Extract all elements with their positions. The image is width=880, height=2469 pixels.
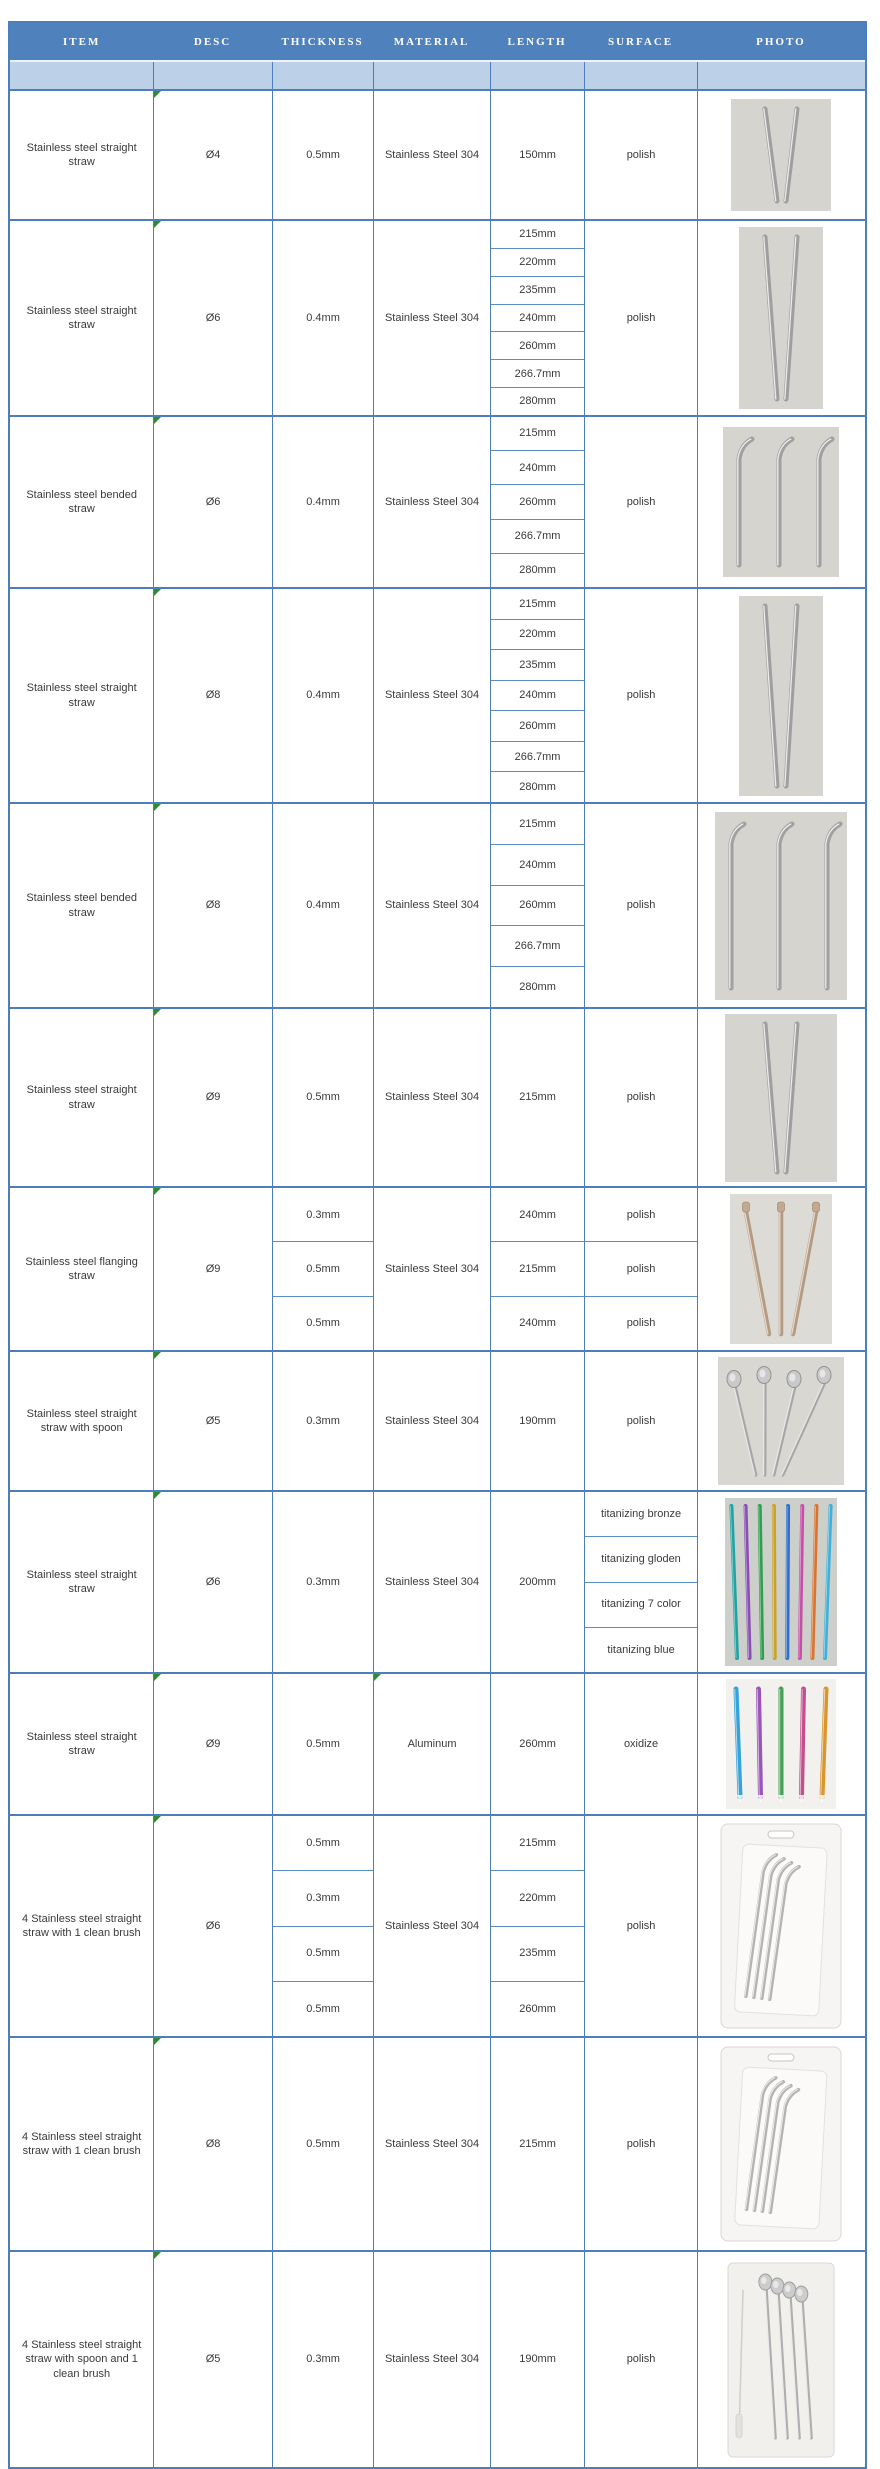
material-cell <box>373 417 489 587</box>
thickness-cell <box>272 804 374 1007</box>
length-value-sub: 240mm <box>491 844 585 885</box>
length-cell <box>490 1492 585 1672</box>
thickness-value: 0.3mm <box>273 1492 374 1672</box>
item-label: Stainless steel straight straw <box>10 589 153 802</box>
excel-error-marker-icon <box>154 1009 161 1016</box>
length-value-sub: 240mm <box>491 450 585 484</box>
desc-label: Ø4 <box>154 91 271 219</box>
length-value-sub: 215mm <box>491 221 585 248</box>
length-value-sub: 260mm <box>491 710 585 741</box>
length-value-sub: 266.7mm <box>491 925 585 966</box>
excel-error-marker-icon <box>154 804 161 811</box>
thickness-value-sub: 0.5mm <box>273 1981 374 2036</box>
thickness-value: 0.5mm <box>273 1009 374 1186</box>
length-value-sub: 220mm <box>491 248 585 276</box>
length-value-sub: 240mm <box>491 680 585 711</box>
item-label: Stainless steel straight straw <box>10 1492 153 1672</box>
thickness-cell <box>272 1009 374 1186</box>
length-value: 190mm <box>491 1352 585 1490</box>
material-cell <box>373 91 489 219</box>
surface-cell <box>584 1352 696 1490</box>
desc-cell <box>153 91 271 219</box>
header-cell-desc: DESC <box>153 23 271 60</box>
thickness-value-sub: 0.3mm <box>273 1870 374 1925</box>
surface-cell <box>584 2252 696 2467</box>
thickness-value: 0.4mm <box>273 804 374 1007</box>
product-photo <box>698 1674 865 1814</box>
desc-label: Ø6 <box>154 221 271 415</box>
length-value: 200mm <box>491 1492 585 1672</box>
length-value-sub: 280mm <box>491 387 585 415</box>
thickness-cell <box>272 589 374 802</box>
surface-value: polish <box>585 221 696 415</box>
length-cell <box>490 91 585 219</box>
photo-cell <box>697 1492 865 1672</box>
material-cell <box>373 221 489 415</box>
material-label: Stainless Steel 304 <box>374 1816 489 2036</box>
desc-cell <box>153 1009 271 1186</box>
surface-value-sub: polish <box>585 1241 696 1295</box>
length-cell <box>490 2252 585 2467</box>
photo-cell <box>697 1009 865 1186</box>
length-value-sub: 266.7mm <box>491 359 585 387</box>
thickness-cell <box>272 1352 374 1490</box>
product-photo <box>698 1492 865 1672</box>
material-cell <box>373 1009 489 1186</box>
length-cell <box>490 804 585 1007</box>
item-label: Stainless steel straight straw <box>10 1009 153 1186</box>
surface-value: polish <box>585 2038 696 2250</box>
filter-cell <box>153 62 271 89</box>
table-row <box>10 1814 865 2036</box>
product-photo <box>698 1816 865 2036</box>
table-row <box>10 1186 865 1350</box>
material-cell <box>373 1492 489 1672</box>
surface-cell <box>584 589 696 802</box>
thickness-value: 0.3mm <box>273 1352 374 1490</box>
thickness-value-sub: 0.5mm <box>273 1926 374 1981</box>
product-photo <box>698 1352 865 1490</box>
surface-cell <box>584 1188 696 1350</box>
header-row <box>10 23 865 62</box>
photo-cell <box>697 589 865 802</box>
surface-value: polish <box>585 804 696 1007</box>
thickness-cell <box>272 2252 374 2467</box>
item-cell <box>10 2038 153 2250</box>
item-cell <box>10 804 153 1007</box>
product-photo <box>698 2038 865 2250</box>
item-cell <box>10 589 153 802</box>
desc-cell <box>153 1816 271 2036</box>
length-value-sub: 260mm <box>491 885 585 926</box>
thickness-cell <box>272 1492 374 1672</box>
length-cell <box>490 1009 585 1186</box>
material-label: Stainless Steel 304 <box>374 2252 489 2467</box>
desc-label: Ø8 <box>154 804 271 1007</box>
desc-cell <box>153 1188 271 1350</box>
thickness-cell <box>272 1674 374 1814</box>
surface-value: polish <box>585 589 696 802</box>
length-cell <box>490 417 585 587</box>
surface-value: polish <box>585 91 696 219</box>
table-row <box>10 2250 865 2467</box>
surface-value-sub: polish <box>585 1296 696 1350</box>
surface-cell <box>584 2038 696 2250</box>
item-label: Stainless steel bended straw <box>10 417 153 587</box>
item-cell <box>10 1009 153 1186</box>
photo-cell <box>697 91 865 219</box>
header-cell-thickness: THICKNESS <box>272 23 374 60</box>
item-cell <box>10 221 153 415</box>
length-cell <box>490 589 585 802</box>
length-value: 150mm <box>491 91 585 219</box>
length-value-sub: 240mm <box>491 304 585 332</box>
surface-cell <box>584 1816 696 2036</box>
filter-cell <box>490 62 585 89</box>
filter-cell <box>584 62 696 89</box>
header-cell-material: MATERIAL <box>373 23 489 60</box>
material-label: Aluminum <box>374 1674 489 1814</box>
product-photo <box>698 589 865 802</box>
thickness-value: 0.5mm <box>273 2038 374 2250</box>
item-cell <box>10 1492 153 1672</box>
material-label: Stainless Steel 304 <box>374 589 489 802</box>
material-label: Stainless Steel 304 <box>374 91 489 219</box>
excel-error-marker-icon <box>154 589 161 596</box>
length-value-sub: 280mm <box>491 966 585 1007</box>
item-label: Stainless steel flanging straw <box>10 1188 153 1350</box>
surface-cell <box>584 91 696 219</box>
length-value-sub: 280mm <box>491 771 585 802</box>
length-value-sub: 260mm <box>491 484 585 518</box>
item-label: Stainless steel straight straw <box>10 1674 153 1814</box>
surface-cell <box>584 221 696 415</box>
filter-cell <box>697 62 865 89</box>
product-photo <box>698 1009 865 1186</box>
surface-value-sub: titanizing blue <box>585 1627 696 1672</box>
filter-row <box>10 62 865 89</box>
length-value-sub: 215mm <box>491 1816 585 1870</box>
thickness-cell <box>272 91 374 219</box>
surface-value: polish <box>585 1816 696 2036</box>
length-value-sub: 220mm <box>491 1870 585 1925</box>
surface-value-sub: titanizing bronze <box>585 1492 696 1536</box>
filter-cell <box>373 62 489 89</box>
length-value-sub: 235mm <box>491 1926 585 1981</box>
length-cell <box>490 1816 585 2036</box>
length-value-sub: 215mm <box>491 417 585 450</box>
length-value: 215mm <box>491 2038 585 2250</box>
product-photo <box>698 1188 865 1350</box>
table-row <box>10 1490 865 1672</box>
thickness-cell <box>272 2038 374 2250</box>
desc-cell <box>153 221 271 415</box>
surface-value: polish <box>585 417 696 587</box>
material-cell <box>373 1816 489 2036</box>
material-label: Stainless Steel 304 <box>374 417 489 587</box>
thickness-value: 0.4mm <box>273 417 374 587</box>
material-label: Stainless Steel 304 <box>374 1188 489 1350</box>
desc-label: Ø9 <box>154 1674 271 1814</box>
thickness-cell <box>272 417 374 587</box>
surface-value-sub: polish <box>585 1188 696 1241</box>
thickness-cell <box>272 1816 374 2036</box>
thickness-value: 0.3mm <box>273 2252 374 2467</box>
item-label: Stainless steel straight straw <box>10 221 153 415</box>
excel-error-marker-icon <box>154 2252 161 2259</box>
excel-error-marker-icon <box>154 91 161 98</box>
photo-cell <box>697 221 865 415</box>
table-row <box>10 1007 865 1186</box>
surface-cell <box>584 1009 696 1186</box>
desc-cell <box>153 1492 271 1672</box>
surface-value: oxidize <box>585 1674 696 1814</box>
material-label: Stainless Steel 304 <box>374 1009 489 1186</box>
desc-label: Ø9 <box>154 1009 271 1186</box>
length-value-sub: 215mm <box>491 1241 585 1295</box>
table-row <box>10 415 865 587</box>
length-value-sub: 266.7mm <box>491 519 585 553</box>
filter-cell <box>272 62 374 89</box>
desc-cell <box>153 2038 271 2250</box>
length-value-sub: 235mm <box>491 276 585 304</box>
product-photo <box>698 804 865 1007</box>
material-label: Stainless Steel 304 <box>374 221 489 415</box>
excel-error-marker-icon <box>154 1492 161 1499</box>
surface-value-sub: titanizing gloden <box>585 1536 696 1581</box>
item-cell <box>10 2252 153 2467</box>
length-cell <box>490 221 585 415</box>
item-label: Stainless steel bended straw <box>10 804 153 1007</box>
material-cell <box>373 1188 489 1350</box>
length-cell <box>490 1188 585 1350</box>
surface-value: polish <box>585 1352 696 1490</box>
desc-cell <box>153 2252 271 2467</box>
length-value-sub: 220mm <box>491 619 585 650</box>
item-label: 4 Stainless steel straight straw with 1 clean brush <box>10 2038 153 2250</box>
surface-value: polish <box>585 2252 696 2467</box>
table-row <box>10 802 865 1007</box>
desc-label: Ø5 <box>154 1352 271 1490</box>
surface-cell <box>584 1674 696 1814</box>
length-value-sub: 266.7mm <box>491 741 585 772</box>
desc-cell <box>153 1674 271 1814</box>
photo-cell <box>697 1816 865 2036</box>
length-value-sub: 260mm <box>491 331 585 359</box>
length-value: 260mm <box>491 1674 585 1814</box>
excel-error-marker-icon <box>154 2038 161 2045</box>
product-photo <box>698 2252 865 2467</box>
desc-cell <box>153 417 271 587</box>
surface-cell <box>584 1492 696 1672</box>
item-cell <box>10 1674 153 1814</box>
desc-label: Ø8 <box>154 589 271 802</box>
desc-cell <box>153 589 271 802</box>
photo-cell <box>697 2252 865 2467</box>
thickness-value-sub: 0.5mm <box>273 1296 374 1350</box>
thickness-value: 0.4mm <box>273 589 374 802</box>
excel-error-marker-icon <box>154 1674 161 1681</box>
material-label: Stainless Steel 304 <box>374 1492 489 1672</box>
item-cell <box>10 1188 153 1350</box>
table-row <box>10 89 865 219</box>
length-cell <box>490 2038 585 2250</box>
material-cell <box>373 1352 489 1490</box>
product-spec-table <box>8 21 867 2469</box>
item-label: Stainless steel straight straw <box>10 91 153 219</box>
desc-label: Ø9 <box>154 1188 271 1350</box>
surface-value-sub: titanizing 7 color <box>585 1582 696 1627</box>
photo-cell <box>697 417 865 587</box>
material-label: Stainless Steel 304 <box>374 1352 489 1490</box>
excel-error-marker-icon <box>154 1188 161 1195</box>
product-photo <box>698 417 865 587</box>
header-cell-length: LENGTH <box>490 23 585 60</box>
desc-label: Ø5 <box>154 2252 271 2467</box>
photo-cell <box>697 2038 865 2250</box>
length-value-sub: 240mm <box>491 1296 585 1350</box>
material-cell <box>373 2252 489 2467</box>
thickness-value-sub: 0.5mm <box>273 1816 374 1870</box>
length-value-sub: 240mm <box>491 1188 585 1241</box>
thickness-value-sub: 0.3mm <box>273 1188 374 1241</box>
length-value-sub: 280mm <box>491 553 585 587</box>
thickness-value: 0.5mm <box>273 1674 374 1814</box>
product-photo <box>698 91 865 219</box>
filter-cell <box>10 62 153 89</box>
material-cell <box>373 1674 489 1814</box>
header-cell-surface: SURFACE <box>584 23 696 60</box>
material-label: Stainless Steel 304 <box>374 804 489 1007</box>
length-value: 215mm <box>491 1009 585 1186</box>
material-label: Stainless Steel 304 <box>374 2038 489 2250</box>
photo-cell <box>697 804 865 1007</box>
surface-cell <box>584 417 696 587</box>
excel-error-marker-icon <box>154 1816 161 1823</box>
item-label: 4 Stainless steel straight straw with 1 clean brush <box>10 1816 153 2036</box>
item-cell <box>10 91 153 219</box>
desc-cell <box>153 804 271 1007</box>
thickness-value: 0.4mm <box>273 221 374 415</box>
table-row <box>10 587 865 802</box>
surface-cell <box>584 804 696 1007</box>
item-cell <box>10 1352 153 1490</box>
item-cell <box>10 1816 153 2036</box>
table-row <box>10 2036 865 2250</box>
header-cell-item: ITEM <box>10 23 153 60</box>
table-row <box>10 219 865 415</box>
length-value-sub: 235mm <box>491 649 585 680</box>
surface-value: polish <box>585 1009 696 1186</box>
material-cell <box>373 589 489 802</box>
thickness-value-sub: 0.5mm <box>273 1241 374 1295</box>
length-value: 190mm <box>491 2252 585 2467</box>
desc-label: Ø8 <box>154 2038 271 2250</box>
desc-label: Ø6 <box>154 417 271 587</box>
product-photo <box>698 221 865 415</box>
material-cell <box>373 2038 489 2250</box>
length-cell <box>490 1674 585 1814</box>
thickness-cell <box>272 221 374 415</box>
excel-error-marker-icon <box>374 1674 381 1681</box>
length-value-sub: 215mm <box>491 804 585 844</box>
desc-label: Ø6 <box>154 1492 271 1672</box>
table-row <box>10 1672 865 1814</box>
photo-cell <box>697 1352 865 1490</box>
thickness-value: 0.5mm <box>273 91 374 219</box>
length-value-sub: 260mm <box>491 1981 585 2036</box>
excel-error-marker-icon <box>154 221 161 228</box>
item-label: Stainless steel straight straw with spoon <box>10 1352 153 1490</box>
desc-label: Ø6 <box>154 1816 271 2036</box>
photo-cell <box>697 1188 865 1350</box>
item-label: 4 Stainless steel straight straw with spoon and 1 clean brush <box>10 2252 153 2467</box>
desc-cell <box>153 1352 271 1490</box>
length-cell <box>490 1352 585 1490</box>
excel-error-marker-icon <box>154 1352 161 1359</box>
material-cell <box>373 804 489 1007</box>
photo-cell <box>697 1674 865 1814</box>
excel-error-marker-icon <box>154 417 161 424</box>
thickness-cell <box>272 1188 374 1350</box>
header-cell-photo: PHOTO <box>697 23 865 60</box>
item-cell <box>10 417 153 587</box>
table-row <box>10 1350 865 1490</box>
length-value-sub: 215mm <box>491 589 585 619</box>
